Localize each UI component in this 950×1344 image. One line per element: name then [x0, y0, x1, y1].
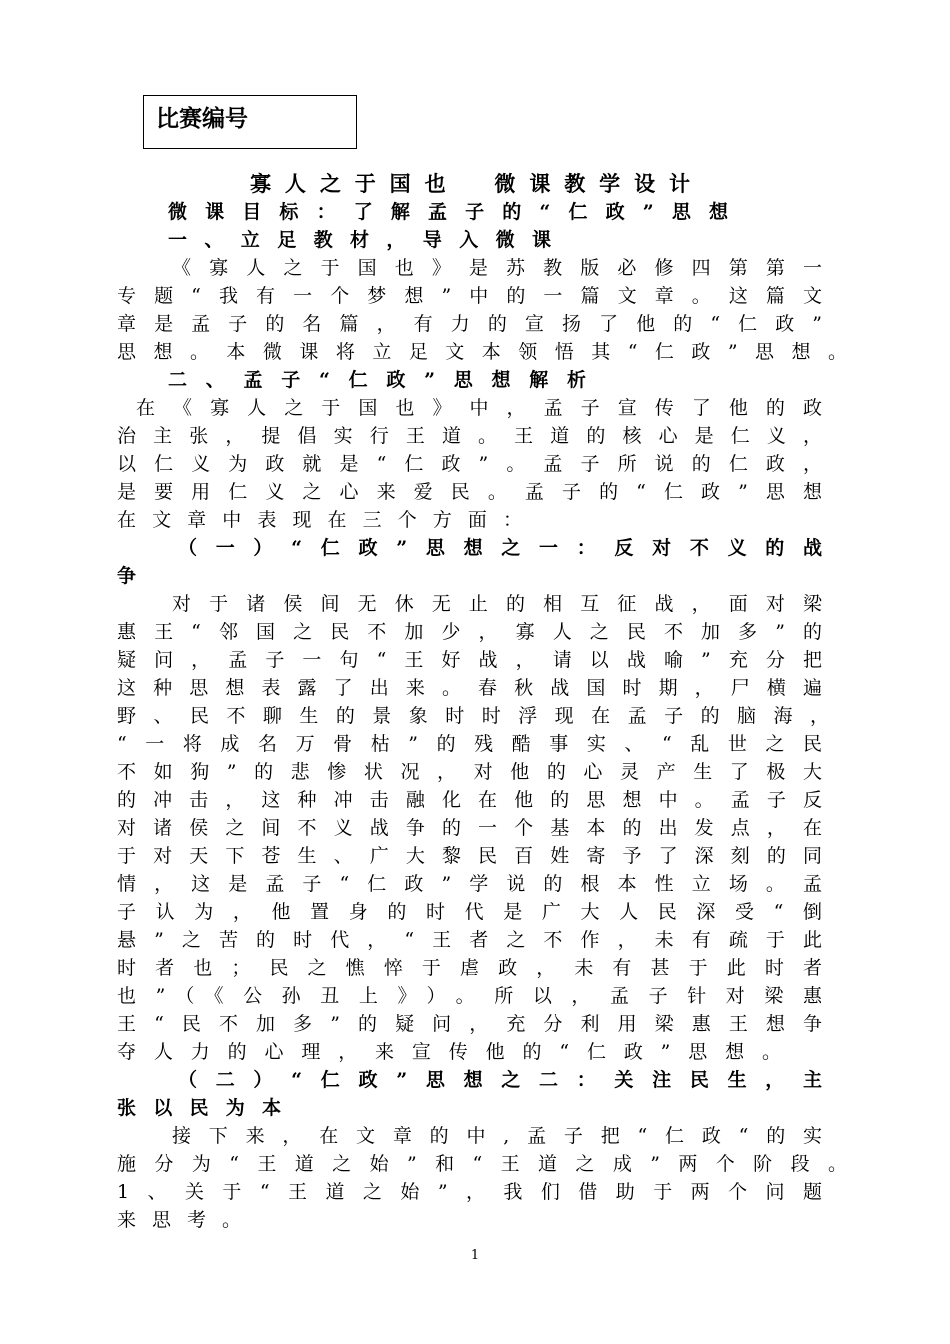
document-title: 寡人之于国也 微课教学设计	[250, 171, 690, 196]
subsection-heading-2-cont: 张以民为本	[117, 1097, 281, 1119]
paragraph-line: 施分为“王道之始”和“王道之成”两个阶段。	[117, 1153, 847, 1175]
paragraph-line: “一将成名万骨枯”的残酷事实、“乱世之民	[117, 733, 822, 755]
paragraph-line: 接下来，在文章的中,孟子把“仁政“的实	[172, 1125, 822, 1147]
contest-number-box	[143, 95, 357, 149]
paragraph-line: 章是孟子的名篇，有力的宣扬了他的“仁政”	[117, 313, 822, 335]
paragraph-line: 在文章中表现在三个方面：	[117, 509, 522, 531]
paragraph-line: 夺人力的心理，来宣传他的“仁政”思想。	[117, 1041, 781, 1063]
paragraph-line: 对诸侯之间不义战争的一个基本的出发点，在	[117, 817, 822, 839]
paragraph-line: 来思考。	[117, 1209, 241, 1231]
paragraph-line: 专题“我有一个梦想”中的一篇文章。这篇文	[117, 285, 822, 307]
paragraph-line: 王“民不加多”的疑问，充分利用梁惠王想争	[117, 1013, 822, 1035]
objective-line: 微课目标：了解孟子的“仁政”思想	[168, 201, 728, 223]
paragraph-line: 于对天下苍生、广大黎民百姓寄予了深刻的同	[117, 845, 822, 867]
section-heading-2: 二、孟子“仁政”思想解析	[168, 369, 586, 391]
paragraph-line: 思想。本微课将立足文本领悟其“仁政”思想。	[117, 341, 847, 363]
paragraph-line: 悬”之苦的时代，“王者之不作，未有疏于此	[117, 929, 822, 951]
paragraph-line: 野、民不聊生的景象时时浮现在孟子的脑海，	[117, 705, 829, 727]
subsection-heading-2: （二）“仁政”思想之二：关注民生，主	[178, 1069, 822, 1091]
paragraph-line: 也”（《公孙丑上》）。所以，孟子针对梁惠	[117, 985, 822, 1007]
paragraph-line: 不如狗”的悲惨状况，对他的心灵产生了极大	[117, 761, 822, 783]
paragraph-line: 子认为，他置身的时代是广大人民深受“倒	[117, 901, 822, 923]
paragraph-line: 疑问，孟子一句“王好战，请以战喻”充分把	[117, 649, 822, 671]
subsection-heading-1-cont: 争	[117, 565, 137, 587]
paragraph-line: 情，这是孟子“仁政”学说的根本性立场。孟	[117, 873, 822, 895]
paragraph-line: 在《寡人之于国也》中，孟子宣传了他的政	[136, 397, 822, 419]
paragraph-line: 这种思想表露了出来。春秋战国时期，尸横遍	[117, 677, 822, 699]
paragraph-line: 的冲击，这种冲击融化在他的思想中。孟子反	[117, 789, 822, 811]
paragraph-line: 1、关于“王道之始”，我们借助于两个问题	[117, 1181, 822, 1203]
contest-number-label: 比赛编号	[156, 106, 248, 132]
paragraph-line: 时者也；民之憔悴于虐政，未有甚于此时者	[117, 957, 822, 979]
paragraph-line: 对于诸侯间无休无止的相互征战，面对梁	[172, 593, 822, 615]
section-heading-1: 一、立足教材，导入微课	[168, 229, 551, 251]
subsection-heading-1: （一）“仁政”思想之一：反对不义的战	[178, 537, 822, 559]
paragraph-line: 《寡人之于国也》是苏教版必修四第第一	[172, 257, 822, 279]
paragraph-line: 治主张，提倡实行王道。王道的核心是仁义，	[117, 425, 822, 447]
page-number: 1	[470, 1248, 480, 1263]
paragraph-line: 惠王“邻国之民不加少，寡人之民不加多”的	[117, 621, 822, 643]
paragraph-line: 以仁义为政就是“仁政”。孟子所说的仁政，	[117, 453, 822, 475]
paragraph-line: 是要用仁义之心来爱民。孟子的“仁政”思想	[117, 481, 822, 503]
